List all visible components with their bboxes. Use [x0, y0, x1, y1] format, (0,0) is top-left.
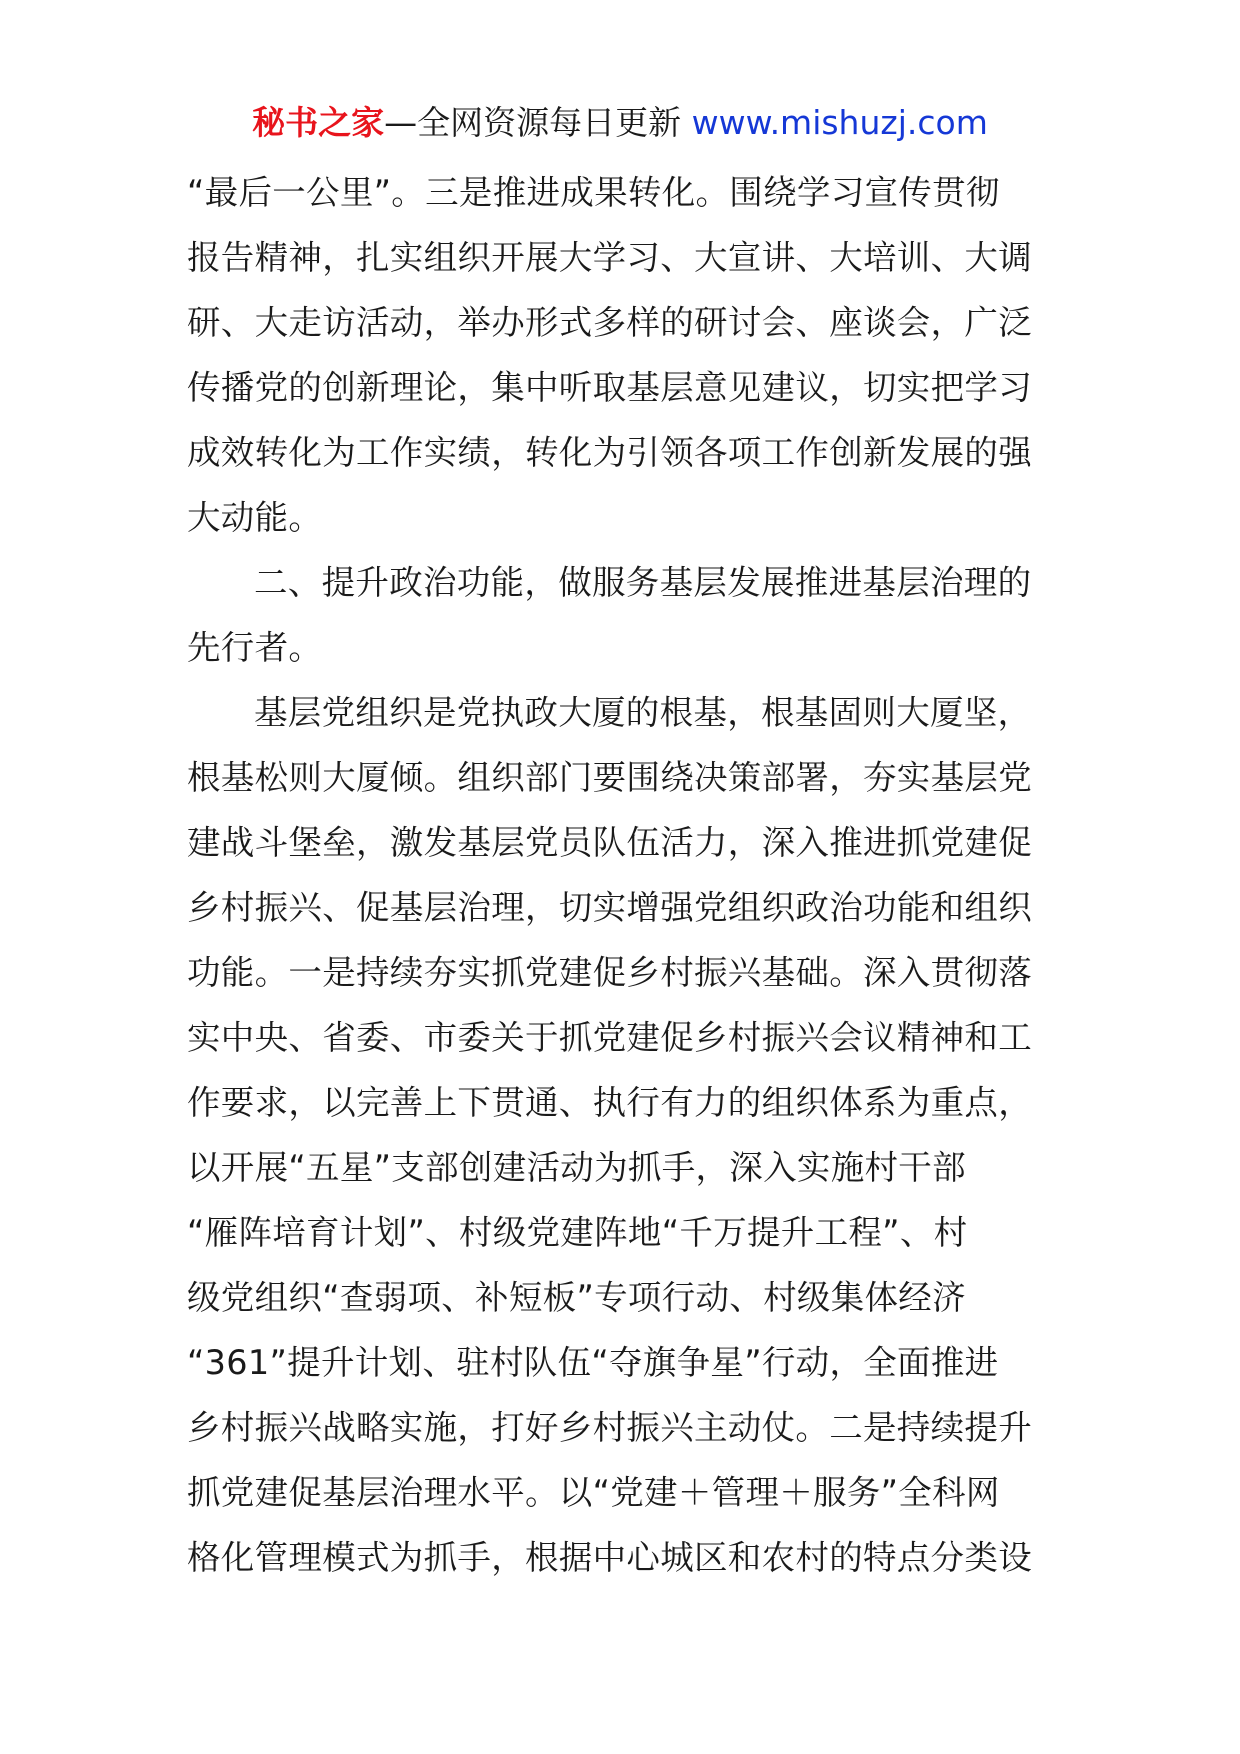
text-line: 传播党的创新理论，集中听取基层意见建议，切实把学习: [187, 368, 1032, 407]
text-line: 实中央、省委、市委关于抓党建促乡村振兴会议精神和工: [187, 1018, 1032, 1057]
text-line: 基层党组织是党执政大厦的根基，根基固则大厦坚，: [254, 693, 1032, 732]
text-line: 功能。一是持续夯实抓党建促乡村振兴基础。深入贯彻落: [187, 953, 1032, 992]
text-line: 成效转化为工作实绩，转化为引领各项工作创新发展的强: [187, 433, 1032, 472]
text-line: 以开展“五星”支部创建活动为抓手，深入实施村干部: [187, 1148, 966, 1187]
header-site-url[interactable]: www.mishuzj.com: [691, 103, 988, 142]
page-header: [0, 101, 1240, 145]
section-heading-line: 二、提升政治功能，做服务基层发展推进基层治理的: [254, 563, 1032, 602]
header-brand: 秘书之家: [252, 103, 385, 142]
text-line: 大动能。: [187, 498, 323, 537]
document-body: [187, 160, 1055, 1590]
text-line: 级党组织“查弱项、补短板”专项行动、村级集体经济: [187, 1278, 966, 1317]
text-line: 抓党建促基层治理水平。以“党建＋管理＋服务”全科网: [187, 1473, 1000, 1512]
text-line: 根基松则大厦倾。组织部门要围绕决策部署，夯实基层党: [187, 758, 1032, 797]
header-tagline: —全网资源每日更新: [384, 103, 692, 142]
text-line: “雁阵培育计划”、村级党建阵地“千万提升工程”、村: [187, 1213, 968, 1252]
text-line: “361”提升计划、驻村队伍“夺旗争星”行动，全面推进: [187, 1343, 999, 1382]
text-line: 研、大走访活动，举办形式多样的研讨会、座谈会，广泛: [187, 303, 1032, 342]
text-line: 乡村振兴、促基层治理，切实增强党组织政治功能和组织: [187, 888, 1032, 927]
text-line: 乡村振兴战略实施，打好乡村振兴主动仗。二是持续提升: [187, 1408, 1032, 1447]
text-line: 建战斗堡垒，激发基层党员队伍活力，深入推进抓党建促: [187, 823, 1032, 862]
text-line: 格化管理模式为抓手，根据中心城区和农村的特点分类设: [187, 1538, 1032, 1577]
text-line: “最后一公里”。三是推进成果转化。围绕学习宣传贯彻: [187, 173, 1000, 212]
section-heading-line: 先行者。: [187, 628, 323, 667]
text-line: 作要求，以完善上下贯通、执行有力的组织体系为重点，: [187, 1083, 1032, 1122]
text-line: 报告精神，扎实组织开展大学习、大宣讲、大培训、大调: [187, 238, 1032, 277]
